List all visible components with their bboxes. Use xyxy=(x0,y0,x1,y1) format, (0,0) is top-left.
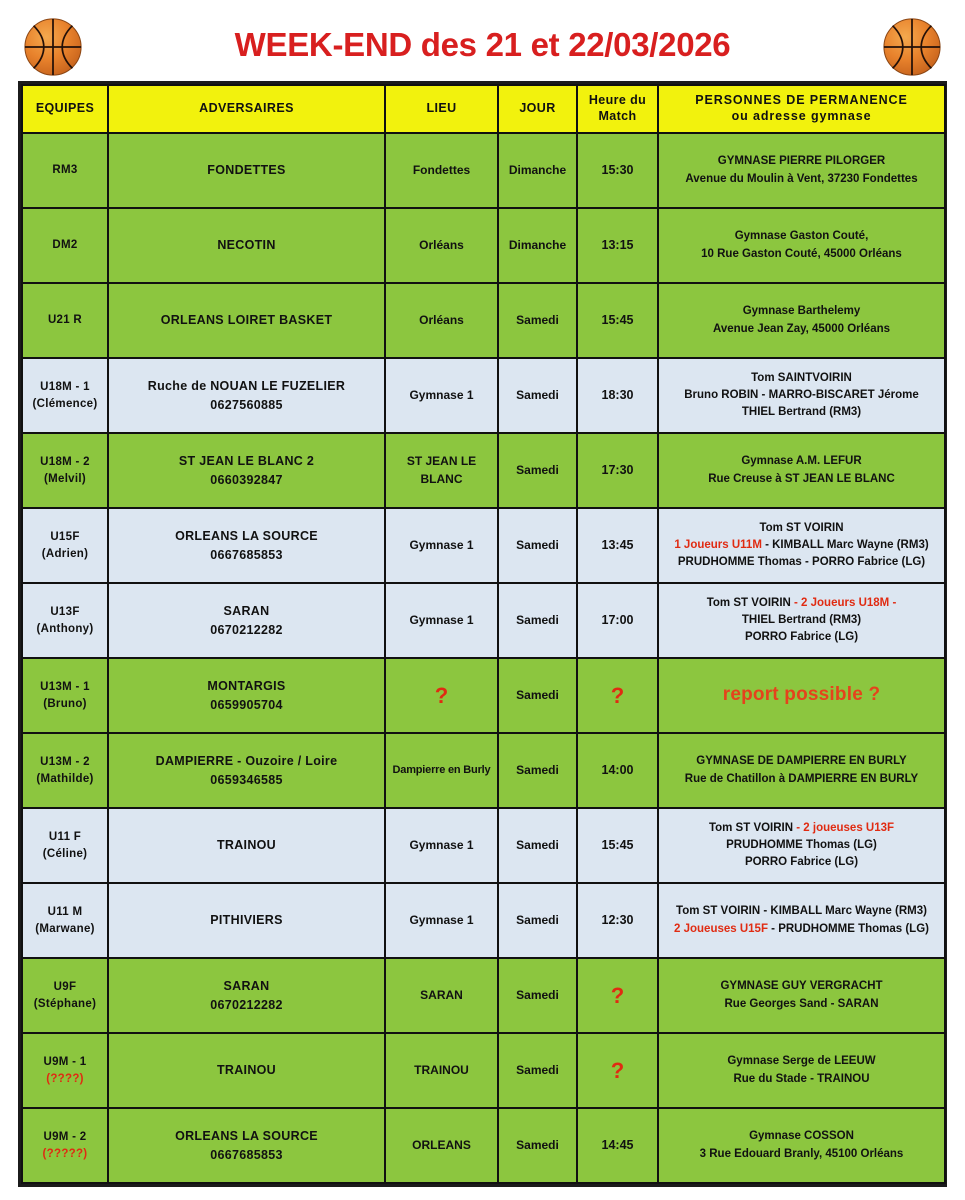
permanence-highlight: - 2 joueuses U13F xyxy=(793,821,895,834)
heure-value: 17:30 xyxy=(601,463,634,478)
permanence-line: Tom SAINTVOIRIN xyxy=(751,371,852,384)
basketball-icon xyxy=(881,16,943,78)
adversaire-name: Ruche de NOUAN LE FUZELIER xyxy=(147,379,346,394)
permanence-text: PRUDHOMME Thomas - PORRO Fabrice (LG) xyxy=(677,556,926,569)
permanence-line xyxy=(662,595,941,612)
cell-lieu xyxy=(385,808,498,883)
cell-jour: Samedi xyxy=(498,583,577,658)
cell-adversaire xyxy=(108,1033,385,1108)
header-row xyxy=(22,85,945,133)
equipe-name: RM3 xyxy=(52,164,78,177)
adversaire-name: SARAN xyxy=(223,979,270,994)
cell-heure xyxy=(577,808,658,883)
table-row xyxy=(22,1108,945,1183)
cell-lieu xyxy=(385,658,498,733)
table-row xyxy=(22,808,945,883)
permanence-text: Tom ST VOIRIN xyxy=(706,596,791,609)
cell-heure xyxy=(577,133,658,208)
adversaire-phone: 0670212282 xyxy=(210,622,283,637)
permanence-line: Rue de Chatillon à DAMPIERRE EN BURLY xyxy=(684,772,919,785)
permanence-line: Gymnase Barthelemy xyxy=(742,305,861,318)
equipe-coach: (Melvil) xyxy=(43,472,86,485)
column-header-heure-line2: Match xyxy=(598,109,637,123)
permanence-line: Rue Creuse à ST JEAN LE BLANC xyxy=(708,472,895,485)
cell-permanence xyxy=(658,283,945,358)
cell-jour: Samedi xyxy=(498,508,577,583)
cell-lieu xyxy=(385,208,498,283)
adversaire-phone: 0660392847 xyxy=(210,472,283,487)
cell-lieu xyxy=(385,433,498,508)
heure-value: 15:45 xyxy=(601,838,634,853)
cell-equipe xyxy=(22,583,108,658)
cell-lieu xyxy=(385,1033,498,1108)
cell-lieu xyxy=(385,133,498,208)
lieu-value: Gymnase 1 xyxy=(409,537,474,552)
lieu-value: Gymnase 1 xyxy=(409,912,474,927)
cell-lieu xyxy=(385,883,498,958)
table-row xyxy=(22,583,945,658)
equipe-name: U18M - 2 xyxy=(40,455,90,468)
cell-equipe xyxy=(22,508,108,583)
cell-jour: Samedi xyxy=(498,808,577,883)
table-row xyxy=(22,508,945,583)
lieu-value: SARAN xyxy=(420,987,463,1002)
equipe-name: U13M - 1 xyxy=(40,680,90,693)
table-header xyxy=(22,85,945,133)
cell-permanence xyxy=(658,1033,945,1108)
heure-unknown-marker: ? xyxy=(610,982,625,1008)
cell-permanence xyxy=(658,133,945,208)
column-header-adversaires: ADVERSAIRES xyxy=(108,85,385,133)
equipe-coach: (Mathilde) xyxy=(36,772,94,785)
equipe-name: U13F xyxy=(50,605,80,618)
cell-adversaire xyxy=(108,283,385,358)
permanence-line: Gymnase A.M. LEFUR xyxy=(741,455,862,468)
cell-lieu xyxy=(385,358,498,433)
permanence-line xyxy=(662,903,941,920)
cell-equipe xyxy=(22,958,108,1033)
lieu-value: Orléans xyxy=(419,312,464,327)
cell-jour: Samedi xyxy=(498,433,577,508)
adversaire-phone: 0659346585 xyxy=(210,772,283,787)
permanence-line: Gymnase Serge de LEEUW xyxy=(727,1055,876,1068)
cell-heure xyxy=(577,1108,658,1183)
permanence-text: Tom ST VOIRIN - KIMBALL Marc Wayne (RM3) xyxy=(676,905,927,918)
heure-value: 13:15 xyxy=(601,238,634,253)
lieu-value: Dampierre en Burly xyxy=(392,763,491,776)
cell-permanence xyxy=(658,883,945,958)
equipe-name: DM2 xyxy=(52,239,78,252)
adversaire-name: ORLEANS LOIRET BASKET xyxy=(160,313,333,328)
permanence-line xyxy=(662,837,941,854)
column-header-heure-line1: Heure du xyxy=(588,93,647,108)
adversaire-phone: 0627560885 xyxy=(210,397,283,412)
cell-lieu xyxy=(385,508,498,583)
heure-value: 13:45 xyxy=(601,538,634,553)
adversaire-name: ST JEAN LE BLANC 2 xyxy=(178,454,315,469)
cell-equipe xyxy=(22,733,108,808)
permanence-line: 3 Rue Edouard Branly, 45100 Orléans xyxy=(699,1147,904,1160)
cell-adversaire xyxy=(108,658,385,733)
cell-adversaire xyxy=(108,358,385,433)
cell-jour: Samedi xyxy=(498,883,577,958)
cell-equipe xyxy=(22,883,108,958)
adversaire-phone: 0659905704 xyxy=(210,697,283,712)
cell-equipe xyxy=(22,358,108,433)
permanence-highlight: 1 Joueurs U11M xyxy=(674,538,762,551)
adversaire-phone: 0667685853 xyxy=(210,1147,283,1162)
permanence-text: PORRO Fabrice (LG) xyxy=(744,631,859,644)
permanence-text: PRUDHOMME Thomas (LG) xyxy=(726,838,877,851)
cell-heure xyxy=(577,208,658,283)
adversaire-name: TRAINOU xyxy=(216,838,277,853)
lieu-value: Orléans xyxy=(419,237,464,252)
table-row xyxy=(22,208,945,283)
equipe-name: U15F xyxy=(50,530,80,543)
equipe-coach: (Anthony) xyxy=(36,622,94,635)
cell-jour: Dimanche xyxy=(498,133,577,208)
permanence-line: GYMNASE DE DAMPIERRE EN BURLY xyxy=(696,755,907,768)
adversaire-name: FONDETTES xyxy=(207,163,286,178)
permanence-highlight: - 2 Joueurs U18M - xyxy=(790,596,897,609)
permanence-line: GYMNASE PIERRE PILORGER xyxy=(717,155,886,168)
permanence-line: Gymnase COSSON xyxy=(749,1130,854,1143)
cell-permanence xyxy=(658,208,945,283)
table-row xyxy=(22,883,945,958)
heure-value: 12:30 xyxy=(601,913,634,928)
adversaire-phone: 0667685853 xyxy=(210,547,283,562)
cell-equipe xyxy=(22,133,108,208)
cell-equipe xyxy=(22,808,108,883)
permanence-line xyxy=(662,554,941,571)
cell-equipe xyxy=(22,208,108,283)
permanence-line: Rue du Stade - TRAINOU xyxy=(733,1072,870,1085)
cell-lieu xyxy=(385,733,498,808)
cell-adversaire xyxy=(108,583,385,658)
cell-heure xyxy=(577,883,658,958)
adversaire-name: ORLEANS LA SOURCE xyxy=(175,529,318,544)
cell-equipe xyxy=(22,1108,108,1183)
lieu-value: Fondettes xyxy=(412,162,471,177)
cell-heure xyxy=(577,733,658,808)
cell-adversaire xyxy=(108,958,385,1033)
cell-heure xyxy=(577,1033,658,1108)
permanence-line: Avenue du Moulin à Vent, 37230 Fondettes xyxy=(685,172,918,185)
permanence-text: Tom ST VOIRIN xyxy=(708,821,794,834)
page-header xyxy=(0,0,965,78)
equipe-name: U9F xyxy=(53,980,77,993)
table-row xyxy=(22,283,945,358)
heure-value: 15:45 xyxy=(601,313,634,328)
cell-equipe xyxy=(22,433,108,508)
equipe-coach: (Adrien) xyxy=(41,547,89,560)
permanence-line: 10 Rue Gaston Couté, 45000 Orléans xyxy=(701,247,902,260)
equipe-coach: (Clémence) xyxy=(32,397,98,410)
heure-value: 18:30 xyxy=(601,388,634,403)
heure-unknown-marker: ? xyxy=(610,1057,625,1083)
cell-heure xyxy=(577,508,658,583)
equipe-name: U9M - 1 xyxy=(43,1055,87,1068)
permanence-line xyxy=(662,921,941,938)
table-row xyxy=(22,658,945,733)
cell-adversaire xyxy=(108,733,385,808)
adversaire-name: NECOTIN xyxy=(217,238,276,253)
cell-lieu xyxy=(385,958,498,1033)
page-title: WEEK-END des 21 et 22/03/2026 xyxy=(234,26,731,63)
lieu-value: Gymnase 1 xyxy=(409,837,474,852)
permanence-note: report possible ? xyxy=(722,684,881,706)
equipe-coach: (Stéphane) xyxy=(33,997,97,1010)
permanence-highlight: 2 Joueuses U15F xyxy=(674,922,768,935)
equipe-name: U11 F xyxy=(48,830,82,843)
cell-jour: Dimanche xyxy=(498,208,577,283)
cell-adversaire xyxy=(108,1108,385,1183)
column-header-equipes: EQUIPES xyxy=(22,85,108,133)
table-row xyxy=(22,958,945,1033)
lieu-unknown-marker: ? xyxy=(434,682,449,708)
table-row xyxy=(22,1033,945,1108)
cell-adversaire xyxy=(108,133,385,208)
heure-value: 17:00 xyxy=(601,613,634,628)
equipe-coach: (Céline) xyxy=(42,847,88,860)
schedule-sheet xyxy=(18,81,947,1187)
heure-value: 15:30 xyxy=(601,163,634,178)
permanence-line: Gymnase Gaston Couté, xyxy=(734,230,869,243)
cell-heure xyxy=(577,433,658,508)
cell-jour: Samedi xyxy=(498,733,577,808)
permanence-line xyxy=(662,537,941,554)
cell-jour: Samedi xyxy=(498,1108,577,1183)
adversaire-name: PITHIVIERS xyxy=(210,913,283,928)
column-header-permanence-line1: PERSONNES DE PERMANENCE xyxy=(695,93,908,108)
permanence-line xyxy=(662,820,941,837)
schedule-table xyxy=(21,84,946,1184)
cell-jour: Samedi xyxy=(498,1033,577,1108)
equipe-coach: (Bruno) xyxy=(43,697,87,710)
cell-heure xyxy=(577,583,658,658)
column-header-heure xyxy=(577,85,658,133)
column-header-lieu: LIEU xyxy=(385,85,498,133)
cell-equipe xyxy=(22,283,108,358)
heure-value: 14:00 xyxy=(601,763,634,778)
permanence-line xyxy=(662,520,941,537)
cell-permanence xyxy=(658,358,945,433)
cell-heure xyxy=(577,958,658,1033)
lieu-value: ST JEAN LE BLANC xyxy=(406,454,477,486)
cell-jour: Samedi xyxy=(498,958,577,1033)
table-body xyxy=(22,133,945,1183)
permanence-line: Rue Georges Sand - SARAN xyxy=(724,997,879,1010)
adversaire-name: SARAN xyxy=(223,604,270,619)
cell-jour: Samedi xyxy=(498,283,577,358)
permanence-line xyxy=(662,612,941,629)
cell-permanence xyxy=(658,733,945,808)
cell-jour: Samedi xyxy=(498,358,577,433)
adversaire-name: MONTARGIS xyxy=(207,679,286,694)
heure-value: 14:45 xyxy=(601,1138,634,1153)
cell-permanence xyxy=(658,508,945,583)
permanence-text: Tom ST VOIRIN xyxy=(759,521,844,534)
table-row xyxy=(22,133,945,208)
table-row xyxy=(22,358,945,433)
equipe-name: U11 M xyxy=(47,905,83,918)
lieu-value: ORLEANS xyxy=(412,1137,471,1152)
equipe-name: U13M - 2 xyxy=(40,755,90,768)
permanence-line: THIEL Bertrand (RM3) xyxy=(741,406,862,419)
cell-lieu xyxy=(385,1108,498,1183)
cell-permanence xyxy=(658,433,945,508)
cell-adversaire xyxy=(108,508,385,583)
adversaire-name: TRAINOU xyxy=(216,1063,277,1078)
permanence-line xyxy=(662,854,941,871)
cell-adversaire xyxy=(108,433,385,508)
cell-adversaire xyxy=(108,808,385,883)
equipe-name: U18M - 1 xyxy=(40,380,90,393)
adversaire-name: DAMPIERRE - Ouzoire / Loire xyxy=(155,754,338,769)
cell-permanence xyxy=(658,1108,945,1183)
equipe-coach: (?????) xyxy=(42,1147,88,1160)
lieu-value: TRAINOU xyxy=(414,1062,469,1077)
cell-permanence xyxy=(658,808,945,883)
column-header-permanence xyxy=(658,85,945,133)
equipe-name: U21 R xyxy=(47,314,83,327)
cell-heure xyxy=(577,358,658,433)
lieu-value: Gymnase 1 xyxy=(409,612,474,627)
adversaire-name: ORLEANS LA SOURCE xyxy=(175,1129,318,1144)
permanence-line: Bruno ROBIN - MARRO-BISCARET Jérome xyxy=(684,388,919,401)
cell-heure xyxy=(577,658,658,733)
equipe-coach: (Marwane) xyxy=(35,922,95,935)
cell-permanence xyxy=(658,658,945,733)
cell-lieu xyxy=(385,283,498,358)
table-row xyxy=(22,733,945,808)
cell-jour: Samedi xyxy=(498,658,577,733)
table-row xyxy=(22,433,945,508)
permanence-text: - PRUDHOMME Thomas (LG) xyxy=(767,922,929,935)
cell-lieu xyxy=(385,583,498,658)
adversaire-phone: 0670212282 xyxy=(210,997,283,1012)
equipe-coach: (????) xyxy=(46,1072,84,1085)
permanence-text: PORRO Fabrice (LG) xyxy=(744,856,859,869)
equipe-name: U9M - 2 xyxy=(43,1130,87,1143)
permanence-line: GYMNASE GUY VERGRACHT xyxy=(720,980,883,993)
cell-permanence xyxy=(658,958,945,1033)
permanence-text: THIEL Bertrand (RM3) xyxy=(741,613,862,626)
cell-equipe xyxy=(22,1033,108,1108)
heure-unknown-marker: ? xyxy=(610,682,625,708)
column-header-jour: JOUR xyxy=(498,85,577,133)
lieu-value: Gymnase 1 xyxy=(409,387,474,402)
permanence-line: Avenue Jean Zay, 45000 Orléans xyxy=(712,322,891,335)
column-header-permanence-line2: ou adresse gymnase xyxy=(731,109,872,123)
cell-adversaire xyxy=(108,883,385,958)
cell-adversaire xyxy=(108,208,385,283)
cell-equipe xyxy=(22,658,108,733)
cell-permanence xyxy=(658,583,945,658)
permanence-line xyxy=(662,629,941,646)
cell-heure xyxy=(577,283,658,358)
permanence-text: - KIMBALL Marc Wayne (RM3) xyxy=(761,538,929,551)
